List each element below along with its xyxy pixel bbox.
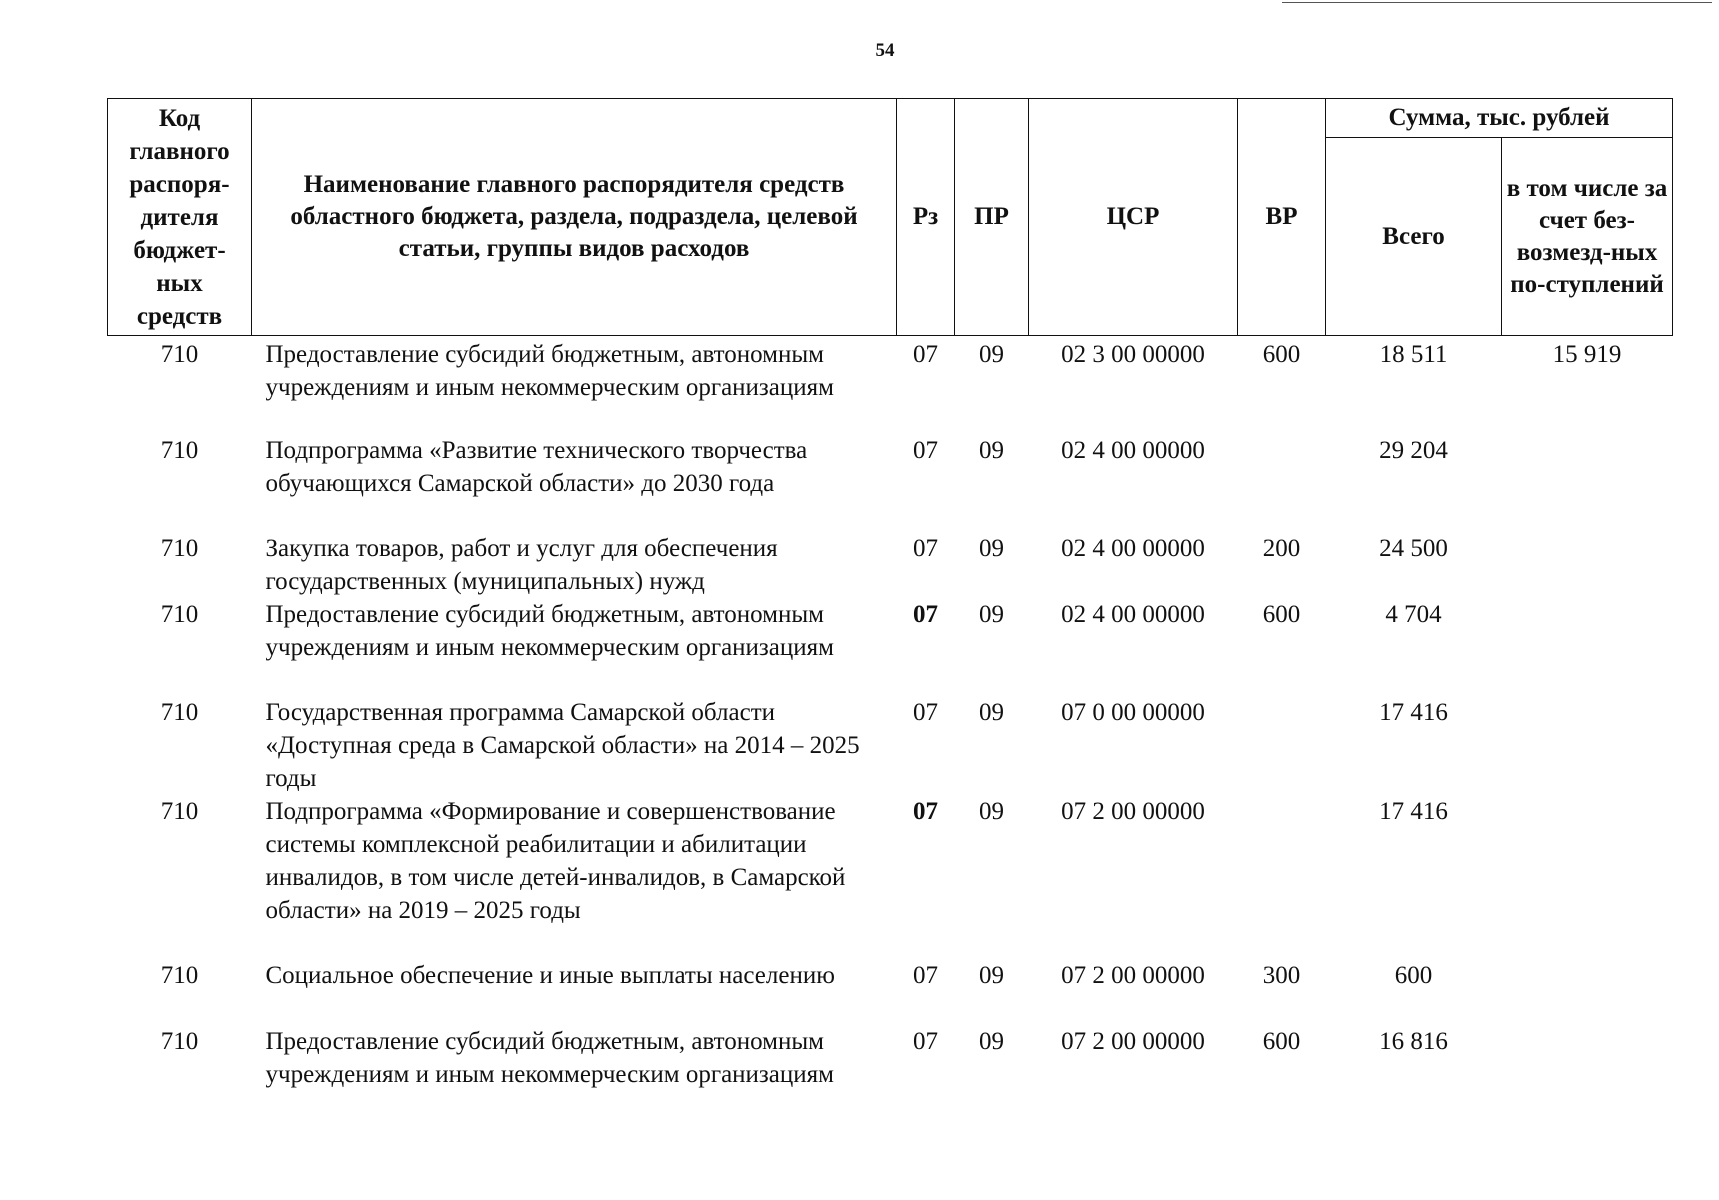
cell-csr: 02 3 00 00000	[1061, 341, 1205, 368]
table-header	[108, 99, 1673, 336]
cell-name: Подпрограмма «Формирование и совершенствование системы комплексной реабилитации и абилитации инвалидов, в том числе детей-инвалидов, в Самарской области» на 2019 – 2025 годы	[265, 797, 846, 924]
cell-grants	[1502, 1025, 1673, 1123]
cell-code: 710	[160, 961, 199, 989]
scan-edge-line	[1282, 2, 1712, 3]
cell-vr	[1238, 696, 1326, 795]
cell-pr: 09	[979, 534, 1004, 562]
table-body	[108, 336, 1673, 1123]
cell-code: 710	[160, 698, 199, 726]
cell-grants	[1502, 959, 1673, 1025]
cell-code: 710	[160, 600, 199, 628]
cell-name: Социальное обеспечение и иные выплаты населению	[265, 961, 835, 989]
cell-vr: 600	[1262, 1027, 1301, 1055]
cell-csr: 02 4 00 00000	[1061, 600, 1205, 628]
cell-pr: 09	[979, 698, 1004, 726]
cell-grants	[1502, 795, 1673, 959]
cell-pr: 09	[979, 436, 1004, 464]
cell-rz: 07	[913, 534, 938, 562]
cell-total: 17 416	[1379, 698, 1448, 726]
header-total: Всего	[1326, 138, 1502, 336]
table-row	[108, 795, 1673, 959]
page-number: 54	[875, 40, 895, 61]
cell-total: 600	[1394, 961, 1433, 989]
cell-code: 710	[160, 797, 199, 825]
cell-total: 29 204	[1379, 436, 1448, 464]
header-rz: Рз	[897, 99, 955, 336]
cell-grants	[1502, 434, 1673, 532]
cell-rz: 07	[913, 600, 938, 628]
cell-vr	[1238, 434, 1326, 532]
cell-total: 24 500	[1379, 534, 1448, 562]
cell-name: Подпрограмма «Развитие технического творчества обучающихся Самарской области» до 2030 года	[265, 436, 808, 497]
cell-name: Государственная программа Самарской области «Доступная среда в Самарской области» на 2014 – 2025 годы	[265, 698, 860, 792]
cell-name: Предоставление субсидий бюджетным, автономным учреждениям и иным некоммерческим организациям	[265, 341, 834, 401]
cell-pr: 09	[979, 341, 1004, 368]
table-row	[108, 1025, 1673, 1123]
cell-total: 16 816	[1379, 1027, 1448, 1055]
table-row	[108, 336, 1673, 434]
cell-vr: 600	[1262, 600, 1301, 628]
cell-csr: 07 2 00 00000	[1061, 961, 1205, 989]
cell-pr: 09	[979, 961, 1004, 989]
cell-rz: 07	[913, 961, 938, 989]
cell-name: Предоставление субсидий бюджетным, автономным учреждениям и иным некоммерческим организациям	[265, 1027, 834, 1088]
cell-pr: 09	[979, 1027, 1004, 1055]
cell-pr: 09	[979, 797, 1004, 825]
table-row	[108, 696, 1673, 795]
cell-code: 710	[160, 436, 199, 464]
table-row	[108, 959, 1673, 1025]
cell-name: Предоставление субсидий бюджетным, автономным учреждениям и иным некоммерческим организациям	[265, 600, 834, 661]
budget-table	[107, 98, 1673, 1123]
header-sum-group: Сумма, тыс. рублей	[1326, 99, 1673, 138]
cell-vr	[1238, 795, 1326, 959]
cell-pr: 09	[979, 600, 1004, 628]
table-row	[108, 532, 1673, 598]
cell-name: Закупка товаров, работ и услуг для обеспечения государственных (муниципальных) нужд	[265, 534, 778, 595]
cell-rz: 07	[913, 341, 938, 368]
cell-csr: 02 4 00 00000	[1061, 534, 1205, 562]
header-grants: в том числе за счет без-возмезд-ных по-ступлений	[1502, 138, 1673, 336]
header-vr: ВР	[1238, 99, 1326, 336]
header-code: Код главного распоря-дителя бюджет-ных средств	[108, 99, 252, 336]
cell-rz: 07	[913, 1027, 938, 1055]
cell-csr: 07 2 00 00000	[1061, 797, 1205, 825]
cell-vr: 300	[1262, 961, 1301, 989]
table-row	[108, 434, 1673, 532]
table-row	[108, 598, 1673, 696]
cell-grants	[1502, 696, 1673, 795]
cell-grants: 15 919	[1552, 341, 1622, 368]
cell-rz: 07	[913, 436, 938, 464]
cell-code: 710	[160, 534, 199, 562]
header-name: Наименование главного распорядителя средств областного бюджета, раздела, подраздела, целевой статьи, группы видов расходов	[252, 99, 897, 336]
cell-csr: 07 0 00 00000	[1061, 698, 1205, 726]
cell-code: 710	[160, 341, 199, 368]
header-pr: ПР	[955, 99, 1029, 336]
cell-code: 710	[160, 1027, 199, 1055]
cell-rz: 07	[913, 797, 938, 825]
cell-vr: 200	[1262, 534, 1301, 562]
cell-total: 18 511	[1379, 341, 1448, 368]
cell-rz: 07	[913, 698, 938, 726]
cell-total: 17 416	[1379, 797, 1448, 825]
header-csr: ЦСР	[1029, 99, 1238, 336]
cell-csr: 07 2 00 00000	[1061, 1027, 1205, 1055]
cell-csr: 02 4 00 00000	[1061, 436, 1205, 464]
cell-grants	[1502, 532, 1673, 598]
cell-vr: 600	[1262, 341, 1301, 368]
cell-grants	[1502, 598, 1673, 696]
cell-total: 4 704	[1385, 600, 1442, 628]
